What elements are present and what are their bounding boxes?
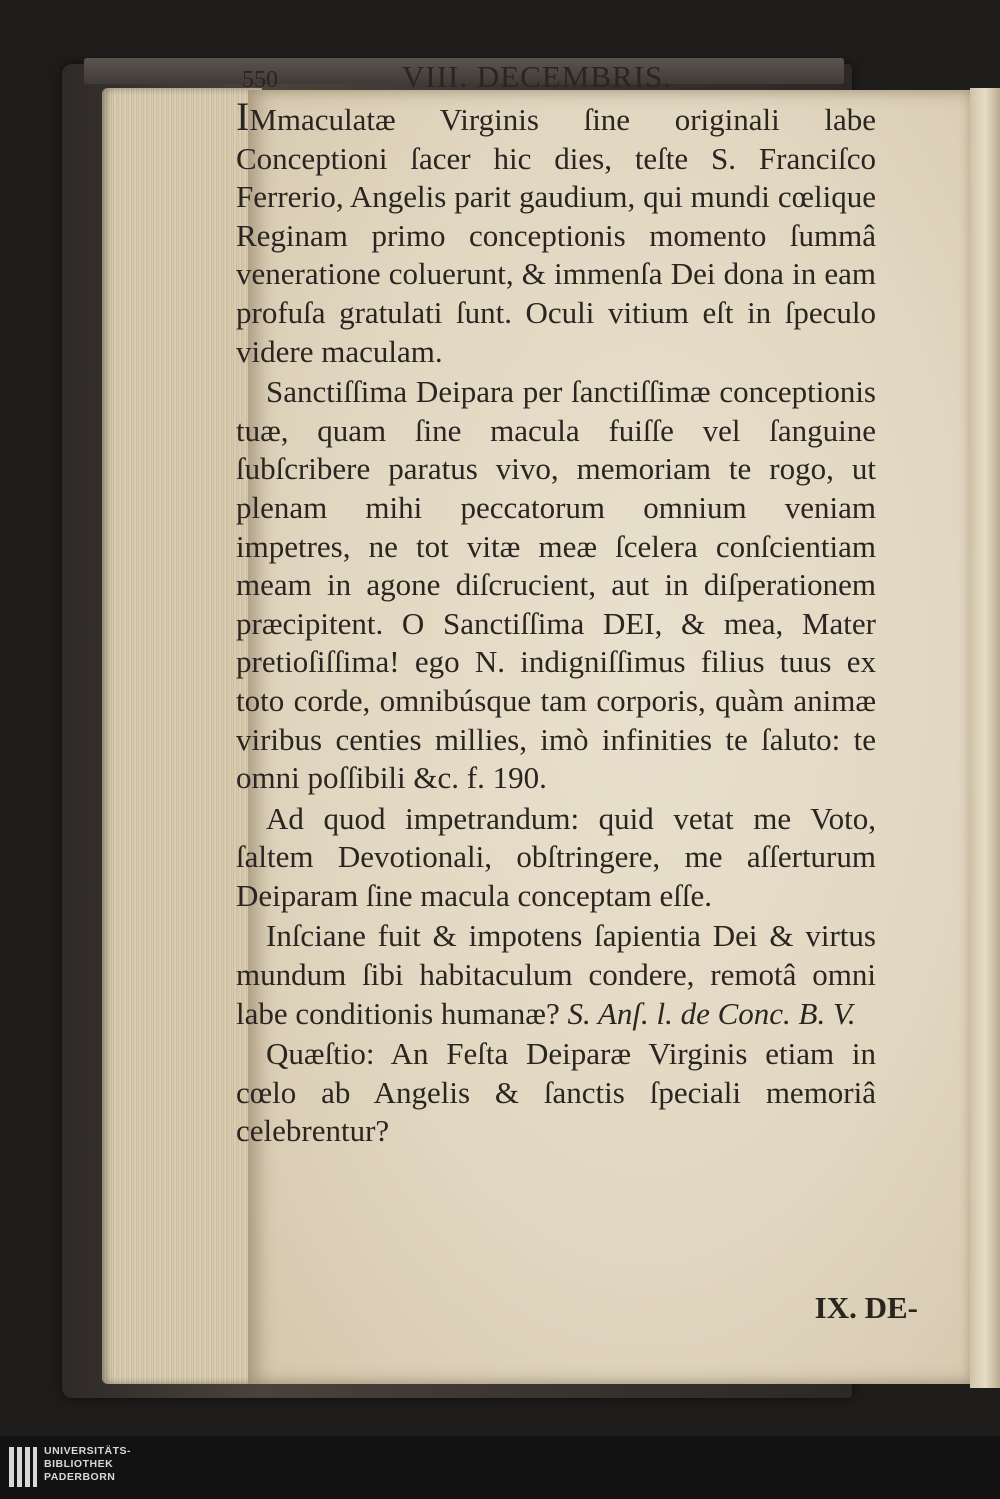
library-footer — [0, 1436, 1000, 1499]
paragraph-3: Ad quod impetrandum: quid vetat me Voto, ſaltem Devotionali, obſtringere, me aſſerturum Deiparam ſine macula conceptam eſſe. — [236, 800, 876, 913]
page-number: 550 — [242, 67, 278, 93]
paragraph-5: Quæſtio: An Feſta Deiparæ Virginis etiam in cœlo ab Angelis & ſanctis ſpeciali memoriâ celebrentur? — [236, 1036, 876, 1149]
paragraph-1: IMmaculatæ Virginis ſine originali labe Conceptioni ſacer hic dies, teſte S. Franciſco Ferrerio, Angelis parit gaudium, qui mundi cœlique Reginam primo conceptionis momento ſummâ veneratione coluerunt, & immenſa Dei dona in eam profuſa gratulati ſunt. Oculi vitium eſt in ſpeculo videre maculam. — [236, 94, 876, 369]
library-logo-icon — [8, 1446, 38, 1488]
library-name — [44, 1445, 131, 1484]
page-text — [236, 58, 876, 1151]
library-name-line-3: PADERBORN — [44, 1471, 116, 1483]
running-head: VIII. DECEMBRIS. — [402, 59, 673, 94]
citation: S. Anſ. l. de Conc. B. V. — [567, 995, 856, 1031]
library-name-line-2: BIBLIOTHEK — [44, 1458, 114, 1470]
page-header — [242, 58, 876, 98]
paragraph-4 — [236, 917, 876, 1033]
paragraph-4-text: Inſciane fuit & impotens ſapientia Dei & virtus mundum ſibi habitaculum condere, remotâ omni labe conditionis humanæ? — [236, 918, 876, 1031]
catchword: IX. DE- — [814, 1290, 918, 1325]
paragraph-2: Sanctiſſima Deipara per ſanctiſſimæ conceptionis tuæ, quam ſine macula fuiſſe vel ſanguine ſubſcribere paratus vivo, memoriam te rogo, ut plenam mihi peccatorum omnium veniam impetres, ne tot vitæ meæ ſcelera conſcientiam meam in agone diſcrucient, aut in diſperationem præcipitent. O Sanctiſſima DEI, & mea, Mater pretioſiſſima! ego N. indigniſſimus filius tuus ex toto corde, omnibúsque tam corporis, quàm animæ viribus centies millies, imò infinities te ſaluto: te omni poſſibili &c. f. 190. — [236, 374, 876, 796]
library-name-line-1: UNIVERSITÄTS- — [44, 1445, 132, 1457]
facing-page-edge — [970, 88, 1000, 1388]
